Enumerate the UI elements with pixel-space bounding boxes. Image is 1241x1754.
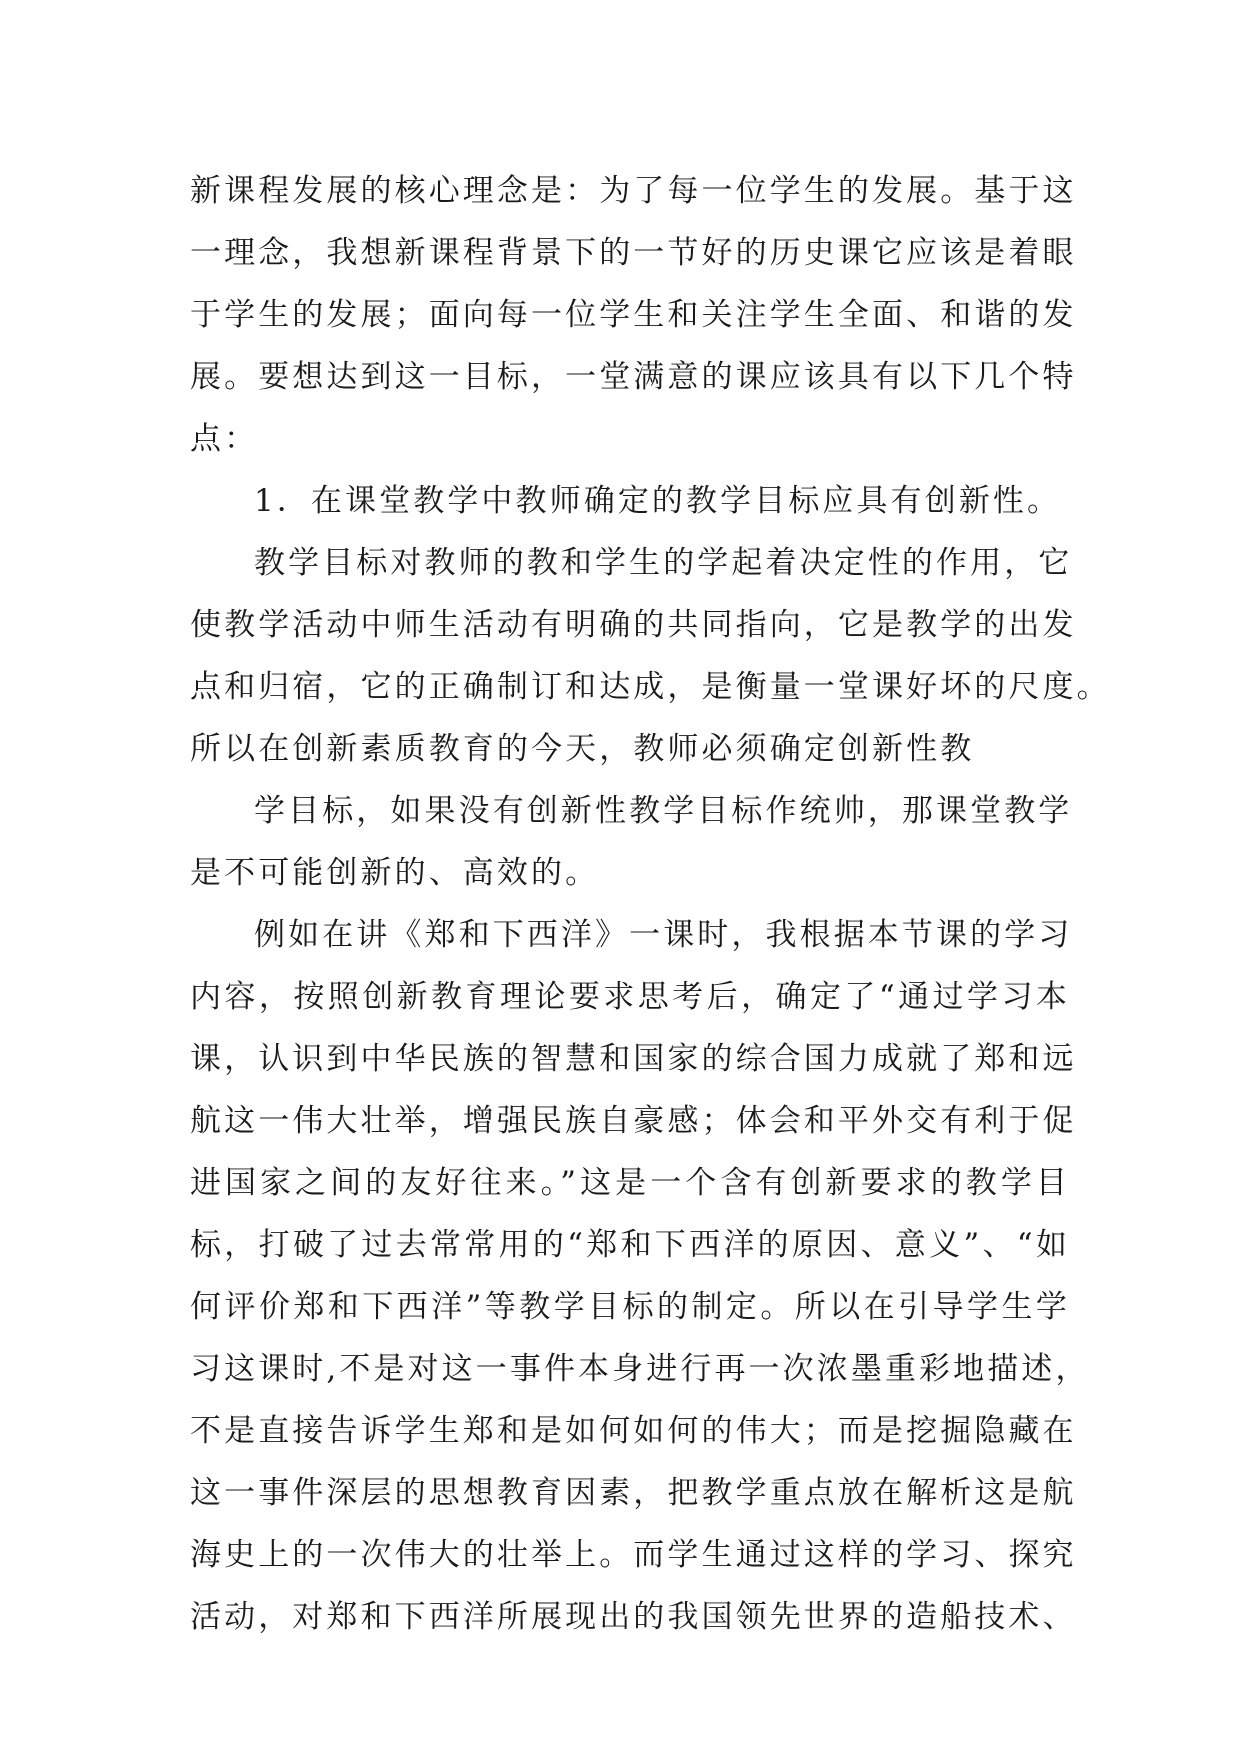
text-line: 使教学活动中师生活动有明确的共同指向，它是教学的出发 xyxy=(190,607,1077,643)
text-line: 是不可能创新的、高效的。 xyxy=(190,855,600,891)
text-line: 进国家之间的友好往来。”这是一个含有创新要求的教学目 xyxy=(190,1165,1070,1201)
text-line: 活动，对郑和下西洋所展现出的我国领先世界的造船技术、 xyxy=(190,1599,1077,1635)
text-line: 一理念，我想新课程背景下的一节好的历史课它应该是着眼 xyxy=(190,235,1077,271)
document-body xyxy=(190,160,1111,1648)
text-line: 航这一伟大壮举，增强民族自豪感；体会和平外交有利于促 xyxy=(190,1103,1077,1139)
text-line: 习这课时,不是对这一事件本身进行再一次浓墨重彩地描述， xyxy=(190,1351,1090,1387)
text-line: 教学目标对教师的教和学生的学起着决定性的作用，它 xyxy=(254,545,1073,581)
text-line: 展。要想达到这一目标，一堂满意的课应该具有以下几个特 xyxy=(190,359,1077,395)
text-line: 课，认识到中华民族的智慧和国家的综合国力成就了郑和远 xyxy=(190,1041,1077,1077)
text-line: 标，打破了过去常常用的“郑和下西洋的原因、意义”、“如 xyxy=(190,1227,1070,1263)
text-line: 所以在创新素质教育的今天，教师必须确定创新性教 xyxy=(190,731,975,767)
text-line: 何评价郑和下西洋”等教学目标的制定。所以在引导学生学 xyxy=(190,1289,1070,1325)
text-line: 点和归宿，它的正确制订和达成，是衡量一堂课好坏的尺度。 xyxy=(190,669,1111,705)
text-line: 于学生的发展；面向每一位学生和关注学生全面、和谐的发 xyxy=(190,297,1077,333)
text-line: 1．在课堂教学中教师确定的教学目标应具有创新性。 xyxy=(254,483,1062,519)
text-line: 不是直接告诉学生郑和是如何如何的伟大；而是挖掘隐藏在 xyxy=(190,1413,1077,1449)
text-line: 内容，按照创新教育理论要求思考后，确定了“通过学习本 xyxy=(190,979,1070,1015)
text-line: 学目标，如果没有创新性教学目标作统帅，那课堂教学 xyxy=(254,793,1073,829)
text-line: 新课程发展的核心理念是：为了每一位学生的发展。基于这 xyxy=(190,173,1077,209)
text-line: 海史上的一次伟大的壮举上。而学生通过这样的学习、探究 xyxy=(190,1537,1077,1573)
text-line: 例如在讲《郑和下西洋》一课时，我根据本节课的学习 xyxy=(254,917,1073,953)
text-line: 这一事件深层的思想教育因素，把教学重点放在解析这是航 xyxy=(190,1475,1077,1511)
text-line: 点： xyxy=(190,421,259,457)
